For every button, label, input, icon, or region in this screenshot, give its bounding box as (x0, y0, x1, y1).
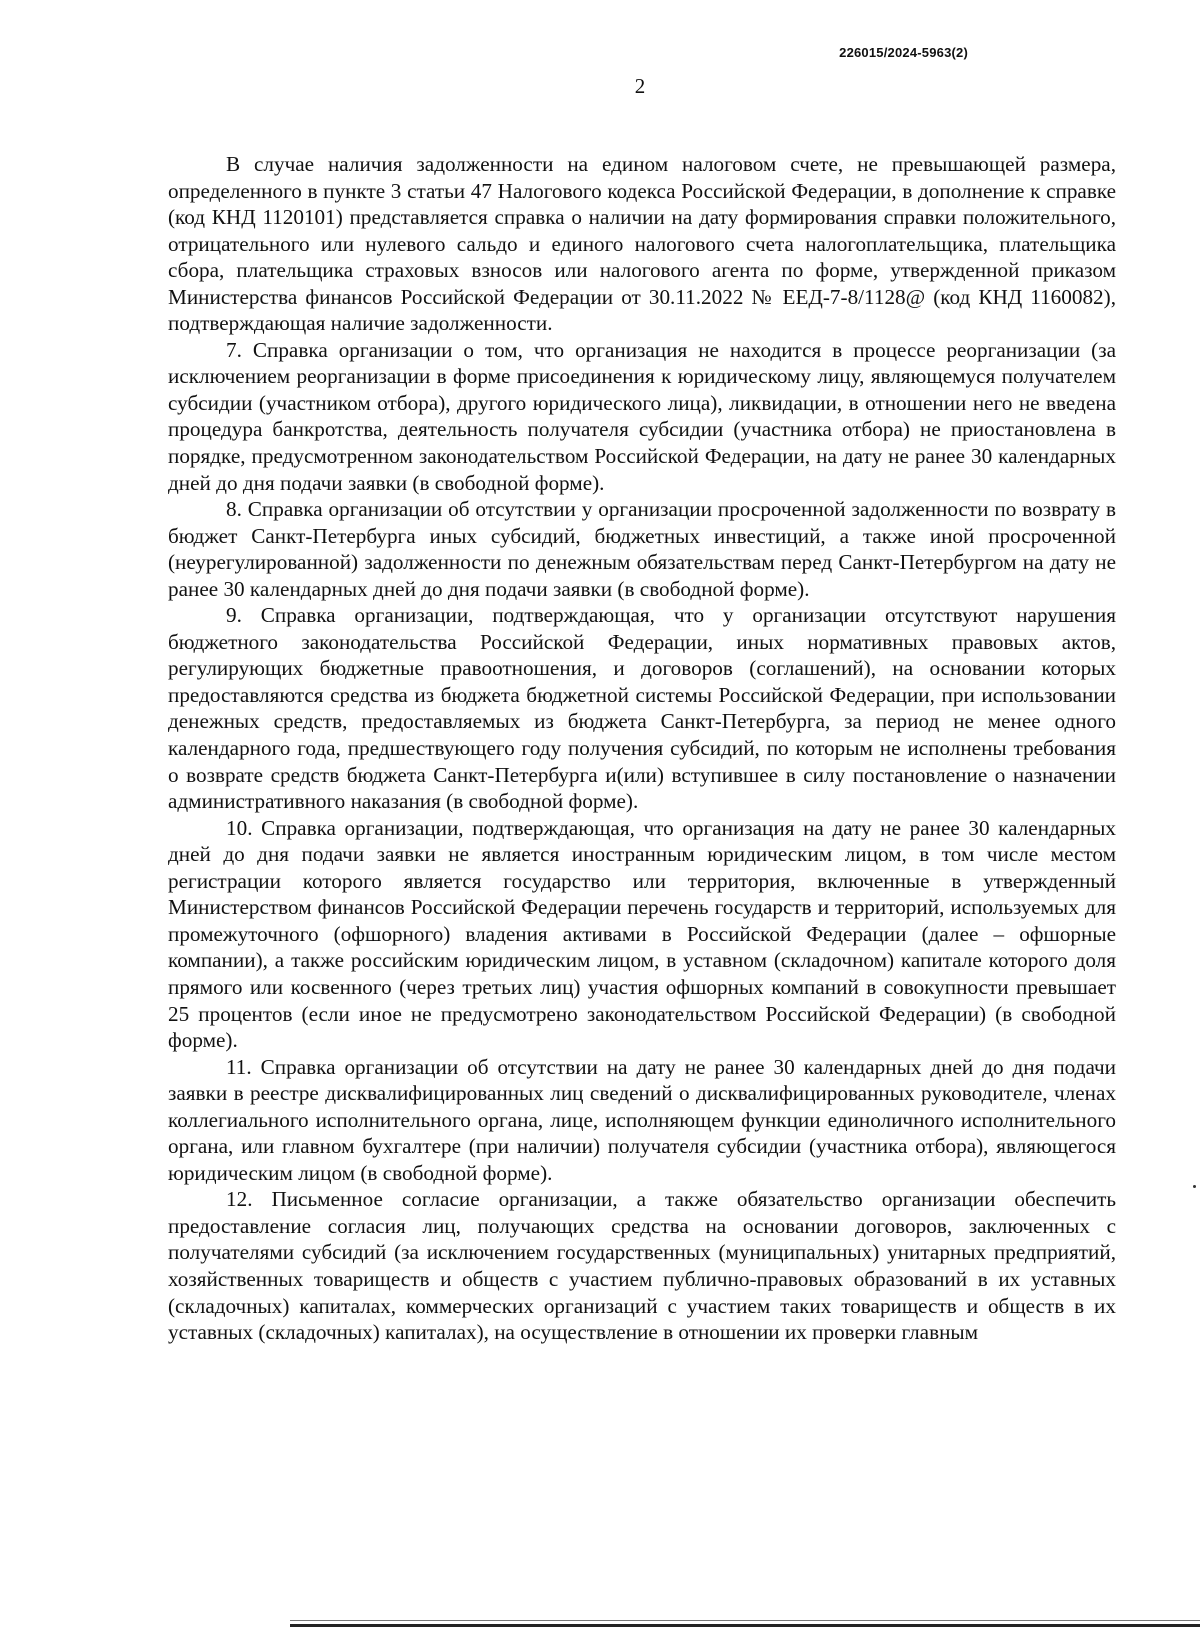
paragraph-item-10: 10. Справка организации, подтверждающая, что организация на дату не ранее 30 календарных дней до дня подачи заявки не является иностранным юридическим лицом, в том числе местом регистрации которого является государство или территория, включенные в утвержденный Министерством финансов Российской Федерации перечень государств и территорий, используемых для промежуточного (офшорного) владения активами в Российской Федерации (далее – офшорные компании), а также российским юридическим лицом, в уставном (складочном) капитале которого доля прямого или косвенного (через третьих лиц) участия офшорных компаний в совокупности превышает 25 процентов (если иное не предусмотрено законодательством Российской Федерации) (в свободной форме). (168, 815, 1116, 1053)
paragraph-item-8: 8. Справка организации об отсутствии у организации просроченной задолженности по возврату в бюджет Санкт-Петербурга иных субсидий, бюджетных инвестиций, а также иной просроченной (неурегулированной) задолженности по денежным обязательствам перед Санкт-Петербургом на дату не ранее 30 календарных дней до дня подачи заявки (в свободной форме). (168, 497, 1116, 601)
paragraph-debt-certificate: В случае наличия задолженности на едином налоговом счете, не превышающей размера, определенного в пункте 3 статьи 47 Налогового кодекса Российской Федерации, в дополнение к справке (код КНД 1120101) представляется справка о наличии на дату формирования справки положительного, отрицательного или нулевого сальдо и единого налогового счета налогоплательщика, плательщика сбора, плательщика страховых взносов или налогового агента по форме, утвержденной приказом Министерства финансов Российской Федерации от 30.11.2022 № ЕЕД-7-8/1128@ (код КНД 1160082), подтверждающая наличие задолженности. (168, 152, 1116, 336)
paragraph-item-9: 9. Справка организации, подтверждающая, что у организации отсутствуют нарушения бюджетного законодательства Российской Федерации, иных нормативных правовых актов, регулирующих бюджетные правоотношения, и договоров (соглашений), на основании которых предоставляются средства из бюджета бюджетной системы Российской Федерации, при использовании денежных средств, предоставляемых из бюджета Санкт-Петербурга, за период не менее одного календарного года, предшествующего году получения субсидий, по которым не исполнены требования о возврате средств бюджета Санкт-Петербурга и(или) вступившее в силу постановление о назначении административного наказания (в свободной форме). (168, 603, 1116, 814)
scan-edge-line-thin (290, 1620, 1200, 1621)
page-number: 2 (634, 74, 646, 98)
scan-edge-line (290, 1624, 1200, 1627)
paragraph-item-11: 11. Справка организации об отсутствии на дату не ранее 30 календарных дней до дня подачи заявки в реестре дисквалифицированных лиц сведений о дисквалифицированных руководителе, членах коллегиального исполнительного органа, лице, исполняющем функции единоличного исполнительного органа, или главном бухгалтере (при наличии) получателя субсидии (участника отбора), являющегося юридическим лицом (в свободной форме). (168, 1054, 1116, 1185)
document-registration-number: 226015/2024-5963(2) (839, 45, 968, 60)
paragraph-item-12: 12. Письменное согласие организации, а также обязательство организации обеспечить предоставление согласия лиц, получающих средства на основании договоров, заключенных с получателями субсидий (за исключением государственных (муниципальных) унитарных предприятий, хозяйственных товариществ и обществ с участием публично-правовых образований в их уставных (складочных) капиталах, коммерческих организаций с участием таких товариществ и обществ в их уставных (складочных) капиталах), на осуществление в отношении их проверки главным (168, 1187, 1116, 1345)
document-body (168, 151, 1116, 1346)
paragraph-item-7: 7. Справка организации о том, что организация не находится в процессе реорганизации (за исключением реорганизации в форме присоединения к юридическому лицу, являющемуся получателем субсидии (участником отбора), другого юридического лица), ликвидации, в отношении него не введена процедура банкротства, деятельность получателя субсидии (участника отбора) не приостановлена в порядке, предусмотренном законодательством Российской Федерации, на дату не ранее 30 календарных дней до дня подачи заявки (в свободной форме). (168, 337, 1116, 495)
scan-artifact-dot (1193, 1185, 1196, 1188)
